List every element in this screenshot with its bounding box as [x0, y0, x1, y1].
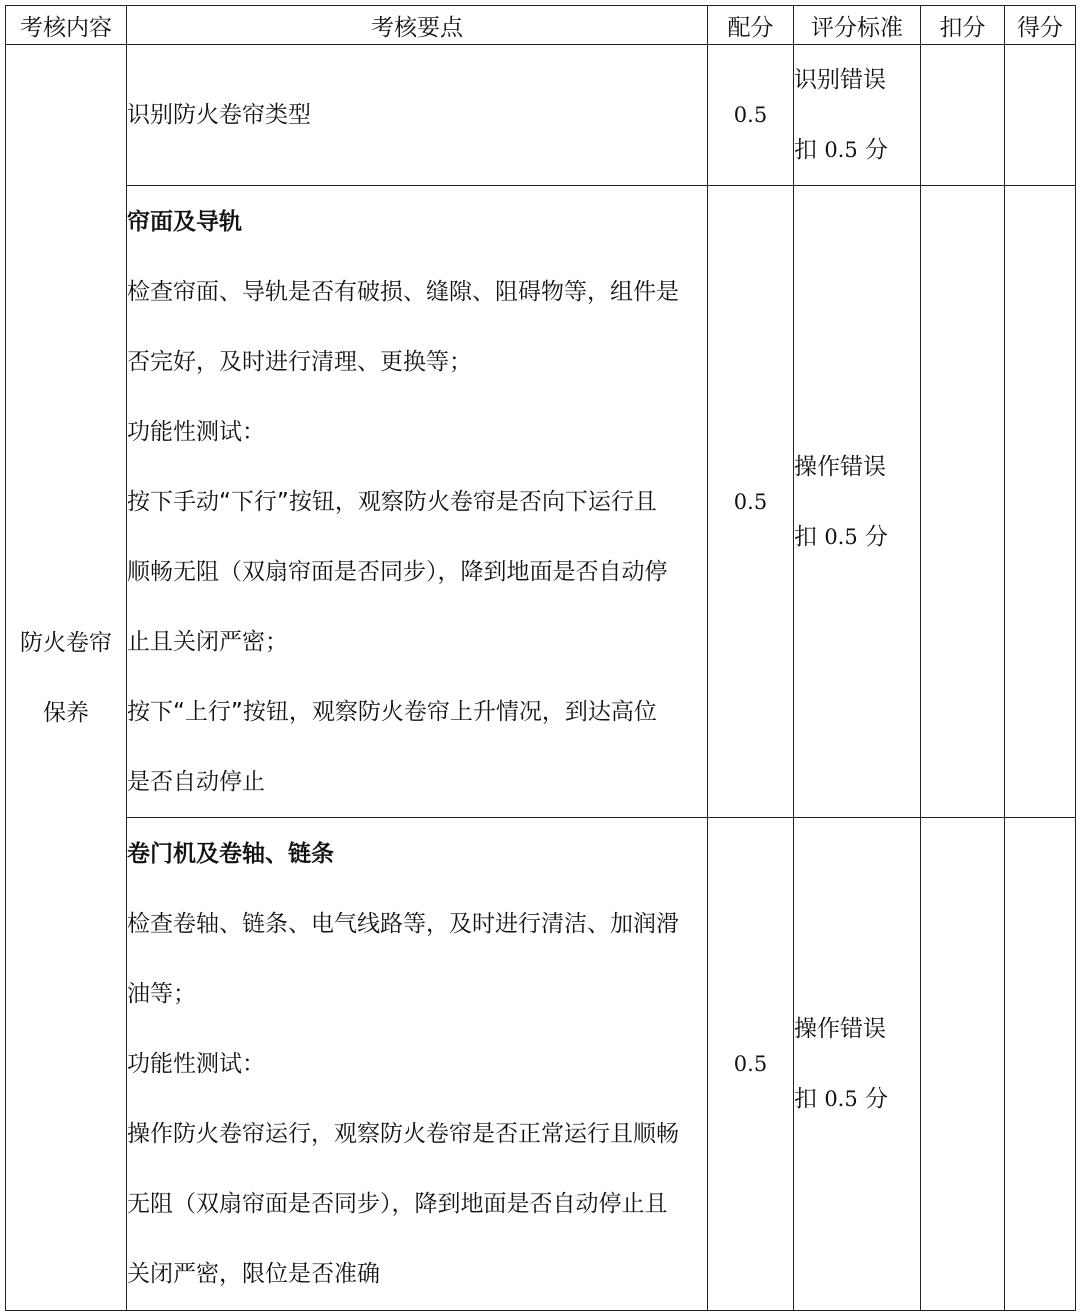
standard-cell: [794, 818, 921, 1311]
header-standard: 评分标准: [794, 6, 921, 45]
points-cell: [127, 186, 708, 818]
points-line: 按下“上行”按钮，观察防火卷帘上升情况，到达高位: [127, 698, 657, 725]
deduct-prefix: 扣: [794, 137, 817, 163]
deduct-cell: [921, 45, 1005, 186]
header-content: 考核内容: [6, 6, 127, 45]
points-cell: [127, 45, 708, 186]
points-line: 油等；: [127, 981, 196, 1007]
points-line: 是否自动停止: [127, 768, 265, 795]
deduct-suffix: 分: [865, 1086, 889, 1112]
standard-line: 识别错误: [794, 67, 886, 93]
category-line: 防火卷帘: [20, 629, 112, 656]
points-line: 检查卷轴、链条、电气线路等，及时进行清洁、加润滑: [127, 911, 679, 937]
table-row: [6, 186, 1076, 818]
standard-deduct: [794, 502, 920, 572]
deduct-suffix: 分: [865, 523, 889, 550]
deduct-prefix: 扣: [794, 1086, 817, 1112]
category-line: 保养: [43, 699, 89, 726]
header-earned: 得分: [1005, 6, 1076, 45]
points-heading: 帘面及导轨: [127, 208, 242, 235]
standard-deduct: [794, 1064, 920, 1134]
header-row: [6, 6, 1076, 45]
header-score: 配分: [708, 6, 794, 45]
points-line: 功能性测试：: [127, 418, 265, 445]
deduct-prefix: 扣: [794, 523, 817, 550]
standard-line: 操作错误: [794, 1016, 886, 1042]
earned-cell: [1005, 186, 1076, 818]
earned-cell: [1005, 45, 1076, 186]
deduct-value: 0.5: [824, 138, 858, 162]
score-cell: 0.5: [708, 45, 794, 186]
points-line: 止且关闭严密；: [127, 628, 288, 655]
points-line: 检查帘面、导轨是否有破损、缝隙、阻碍物等，组件是: [127, 278, 679, 305]
points-heading: 卷门机及卷轴、链条: [127, 841, 334, 867]
points-line: 关闭严密，限位是否准确: [127, 1261, 380, 1287]
points-line: 按下手动“下行”按钮，观察防火卷帘是否向下运行且: [127, 488, 657, 515]
standard-line: 操作错误: [794, 453, 886, 480]
points-line: 操作防火卷帘运行，观察防火卷帘是否正常运行且顺畅: [127, 1121, 679, 1147]
standard-cell: [794, 45, 921, 186]
earned-cell: [1005, 818, 1076, 1311]
points-line: 识别防火卷帘类型: [127, 102, 311, 128]
deduct-cell: [921, 818, 1005, 1311]
score-cell: 0.5: [708, 818, 794, 1311]
points-cell: [127, 818, 708, 1311]
category-cell: [6, 45, 127, 1311]
standard-deduct: [794, 115, 920, 185]
header-points: 考核要点: [127, 6, 708, 45]
score-cell: 0.5: [708, 186, 794, 818]
deduct-suffix: 分: [865, 137, 889, 163]
points-line: 否完好，及时进行清理、更换等；: [127, 348, 472, 375]
header-deduct: 扣分: [921, 6, 1005, 45]
assessment-table: [5, 5, 1076, 1311]
standard-cell: [794, 186, 921, 818]
points-line: 功能性测试：: [127, 1051, 265, 1077]
deduct-value: 0.5: [824, 524, 858, 549]
points-line: 顺畅无阻（双扇帘面是否同步），降到地面是否自动停: [127, 558, 668, 585]
points-line: 无阻（双扇帘面是否同步），降到地面是否自动停止且: [127, 1191, 668, 1217]
table-row: [6, 45, 1076, 186]
table-row: [6, 818, 1076, 1311]
deduct-value: 0.5: [824, 1087, 858, 1111]
deduct-cell: [921, 186, 1005, 818]
